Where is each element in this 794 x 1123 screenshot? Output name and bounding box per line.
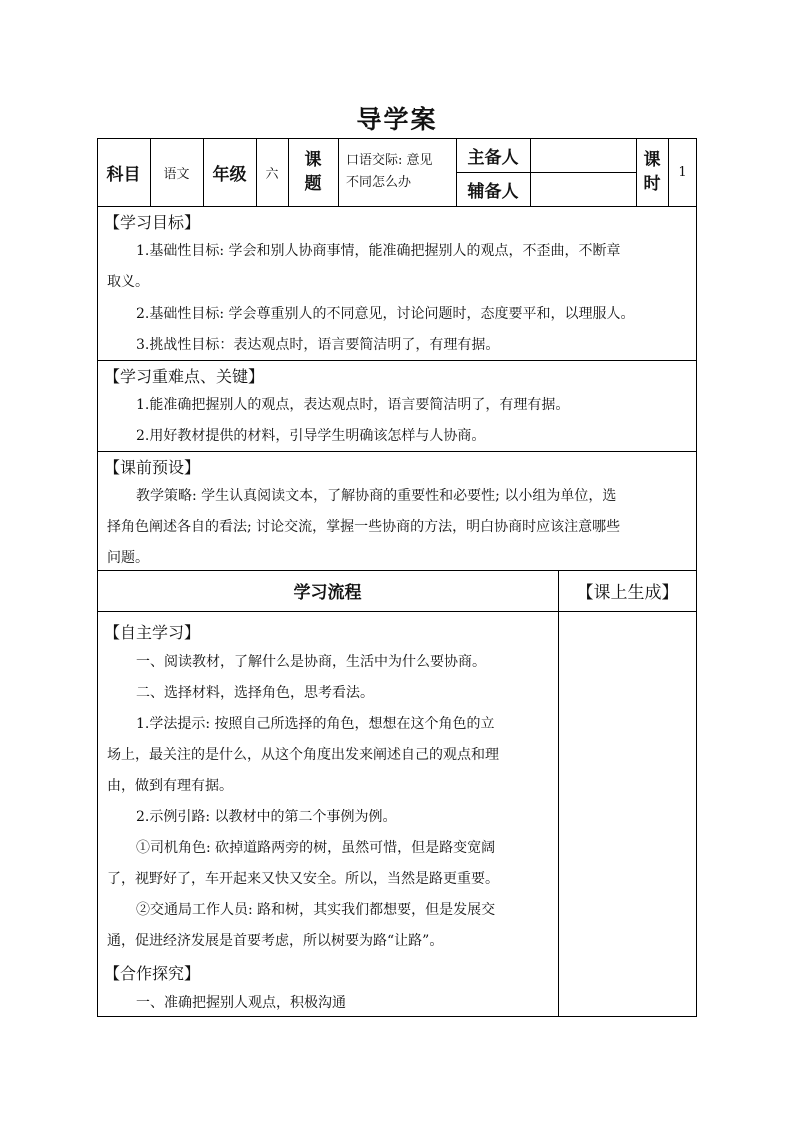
self-study-heading: 【自主学习】 xyxy=(104,623,201,642)
flow-heading: 学习流程 xyxy=(293,583,362,603)
assist-preparer-value xyxy=(530,172,636,206)
coop-heading: 【合作探究】 xyxy=(104,964,201,983)
preview-line: 问题。 xyxy=(107,550,149,566)
objectives-line: 3.挑战性目标：表达观点时，语言要简洁明了，有理有据。 xyxy=(136,337,500,353)
subject-value: 语文 xyxy=(163,166,190,182)
objectives-line: 2.基础性目标: 学会尊重别人的不同意见，讨论问题时，态度要平和，以理服人。 xyxy=(136,306,635,322)
self-study-line: ②交通局工作人员: 路和树，其实我们都想要，但是发展交 xyxy=(136,902,496,918)
preview-line: 教学策略: 学生认真阅读文本，了解协商的重要性和必要性; 以小组为单位，选 xyxy=(136,488,617,504)
hours-value: 1 xyxy=(678,164,687,180)
assist-preparer-label: 辅备人 xyxy=(467,181,519,202)
keypoints-line: 1.能准确把握别人的观点，表达观点时，语言要简洁明了，有理有据。 xyxy=(136,397,570,413)
grade-value: 六 xyxy=(265,166,279,182)
topic-value-line-1: 口语交际: 意见 xyxy=(346,153,433,168)
hours-label xyxy=(636,138,668,206)
objectives-heading: 【学习目标】 xyxy=(104,213,201,232)
topic-label-line-1: 课 xyxy=(304,150,322,170)
main-preparer-value xyxy=(530,138,636,172)
self-study-line: 由，做到有理有据。 xyxy=(107,778,233,794)
preview-line: 择角色阐述各自的看法; 讨论交流，掌握一些协商的方法，明白协商时应该注意哪些 xyxy=(107,519,621,535)
self-study-line: 一、阅读教材，了解什么是协商，生活中为什么要协商。 xyxy=(136,654,486,670)
subject-label: 科目 xyxy=(106,164,141,185)
self-study-line: ①司机角色: 砍掉道路两旁的树，虽然可惜，但是路变宽阔 xyxy=(136,840,496,856)
self-study-line: 二、选择材料，选择角色，思考看法。 xyxy=(136,685,374,701)
self-study-line: 1.学法提示: 按照自己所选择的角色，想想在这个角色的立 xyxy=(136,716,495,732)
objectives-line: 取义。 xyxy=(107,274,149,290)
topic-label-line-2: 题 xyxy=(304,174,322,194)
page-title: 导学案 xyxy=(356,105,438,134)
self-study-line: 通，促进经济发展是首要考虑，所以树要为路“让路”。 xyxy=(107,933,444,949)
topic-value xyxy=(338,138,456,206)
self-study-line: 2.示例引路: 以教材中的第二个事例为例。 xyxy=(136,809,397,825)
side-heading: 【课上生成】 xyxy=(576,583,679,603)
preview-heading: 【课前预设】 xyxy=(104,458,201,477)
self-study-line: 了，视野好了，车开起来又快又安全。所以，当然是路更重要。 xyxy=(107,871,499,887)
grade-label: 年级 xyxy=(212,164,247,185)
hours-label-line-1: 课 xyxy=(643,150,661,170)
topic-value-line-2: 不同怎么办 xyxy=(346,175,412,190)
objectives-line: 1.基础性目标: 学会和别人协商事情，能准确把握别人的观点，不歪曲，不断章 xyxy=(136,243,621,259)
coop-line: 一、准确把握别人观点，积极沟通 xyxy=(136,995,346,1011)
self-study-line: 场上，最关注的是什么，从这个角度出发来阐述自己的观点和理 xyxy=(107,747,499,763)
topic-label xyxy=(288,138,338,206)
keypoints-line: 2.用好教材提供的材料，引导学生明确该怎样与人协商。 xyxy=(136,428,486,444)
hours-label-line-2: 时 xyxy=(643,174,661,194)
main-preparer-label: 主备人 xyxy=(467,147,519,168)
keypoints-heading: 【学习重难点、关键】 xyxy=(104,367,265,386)
